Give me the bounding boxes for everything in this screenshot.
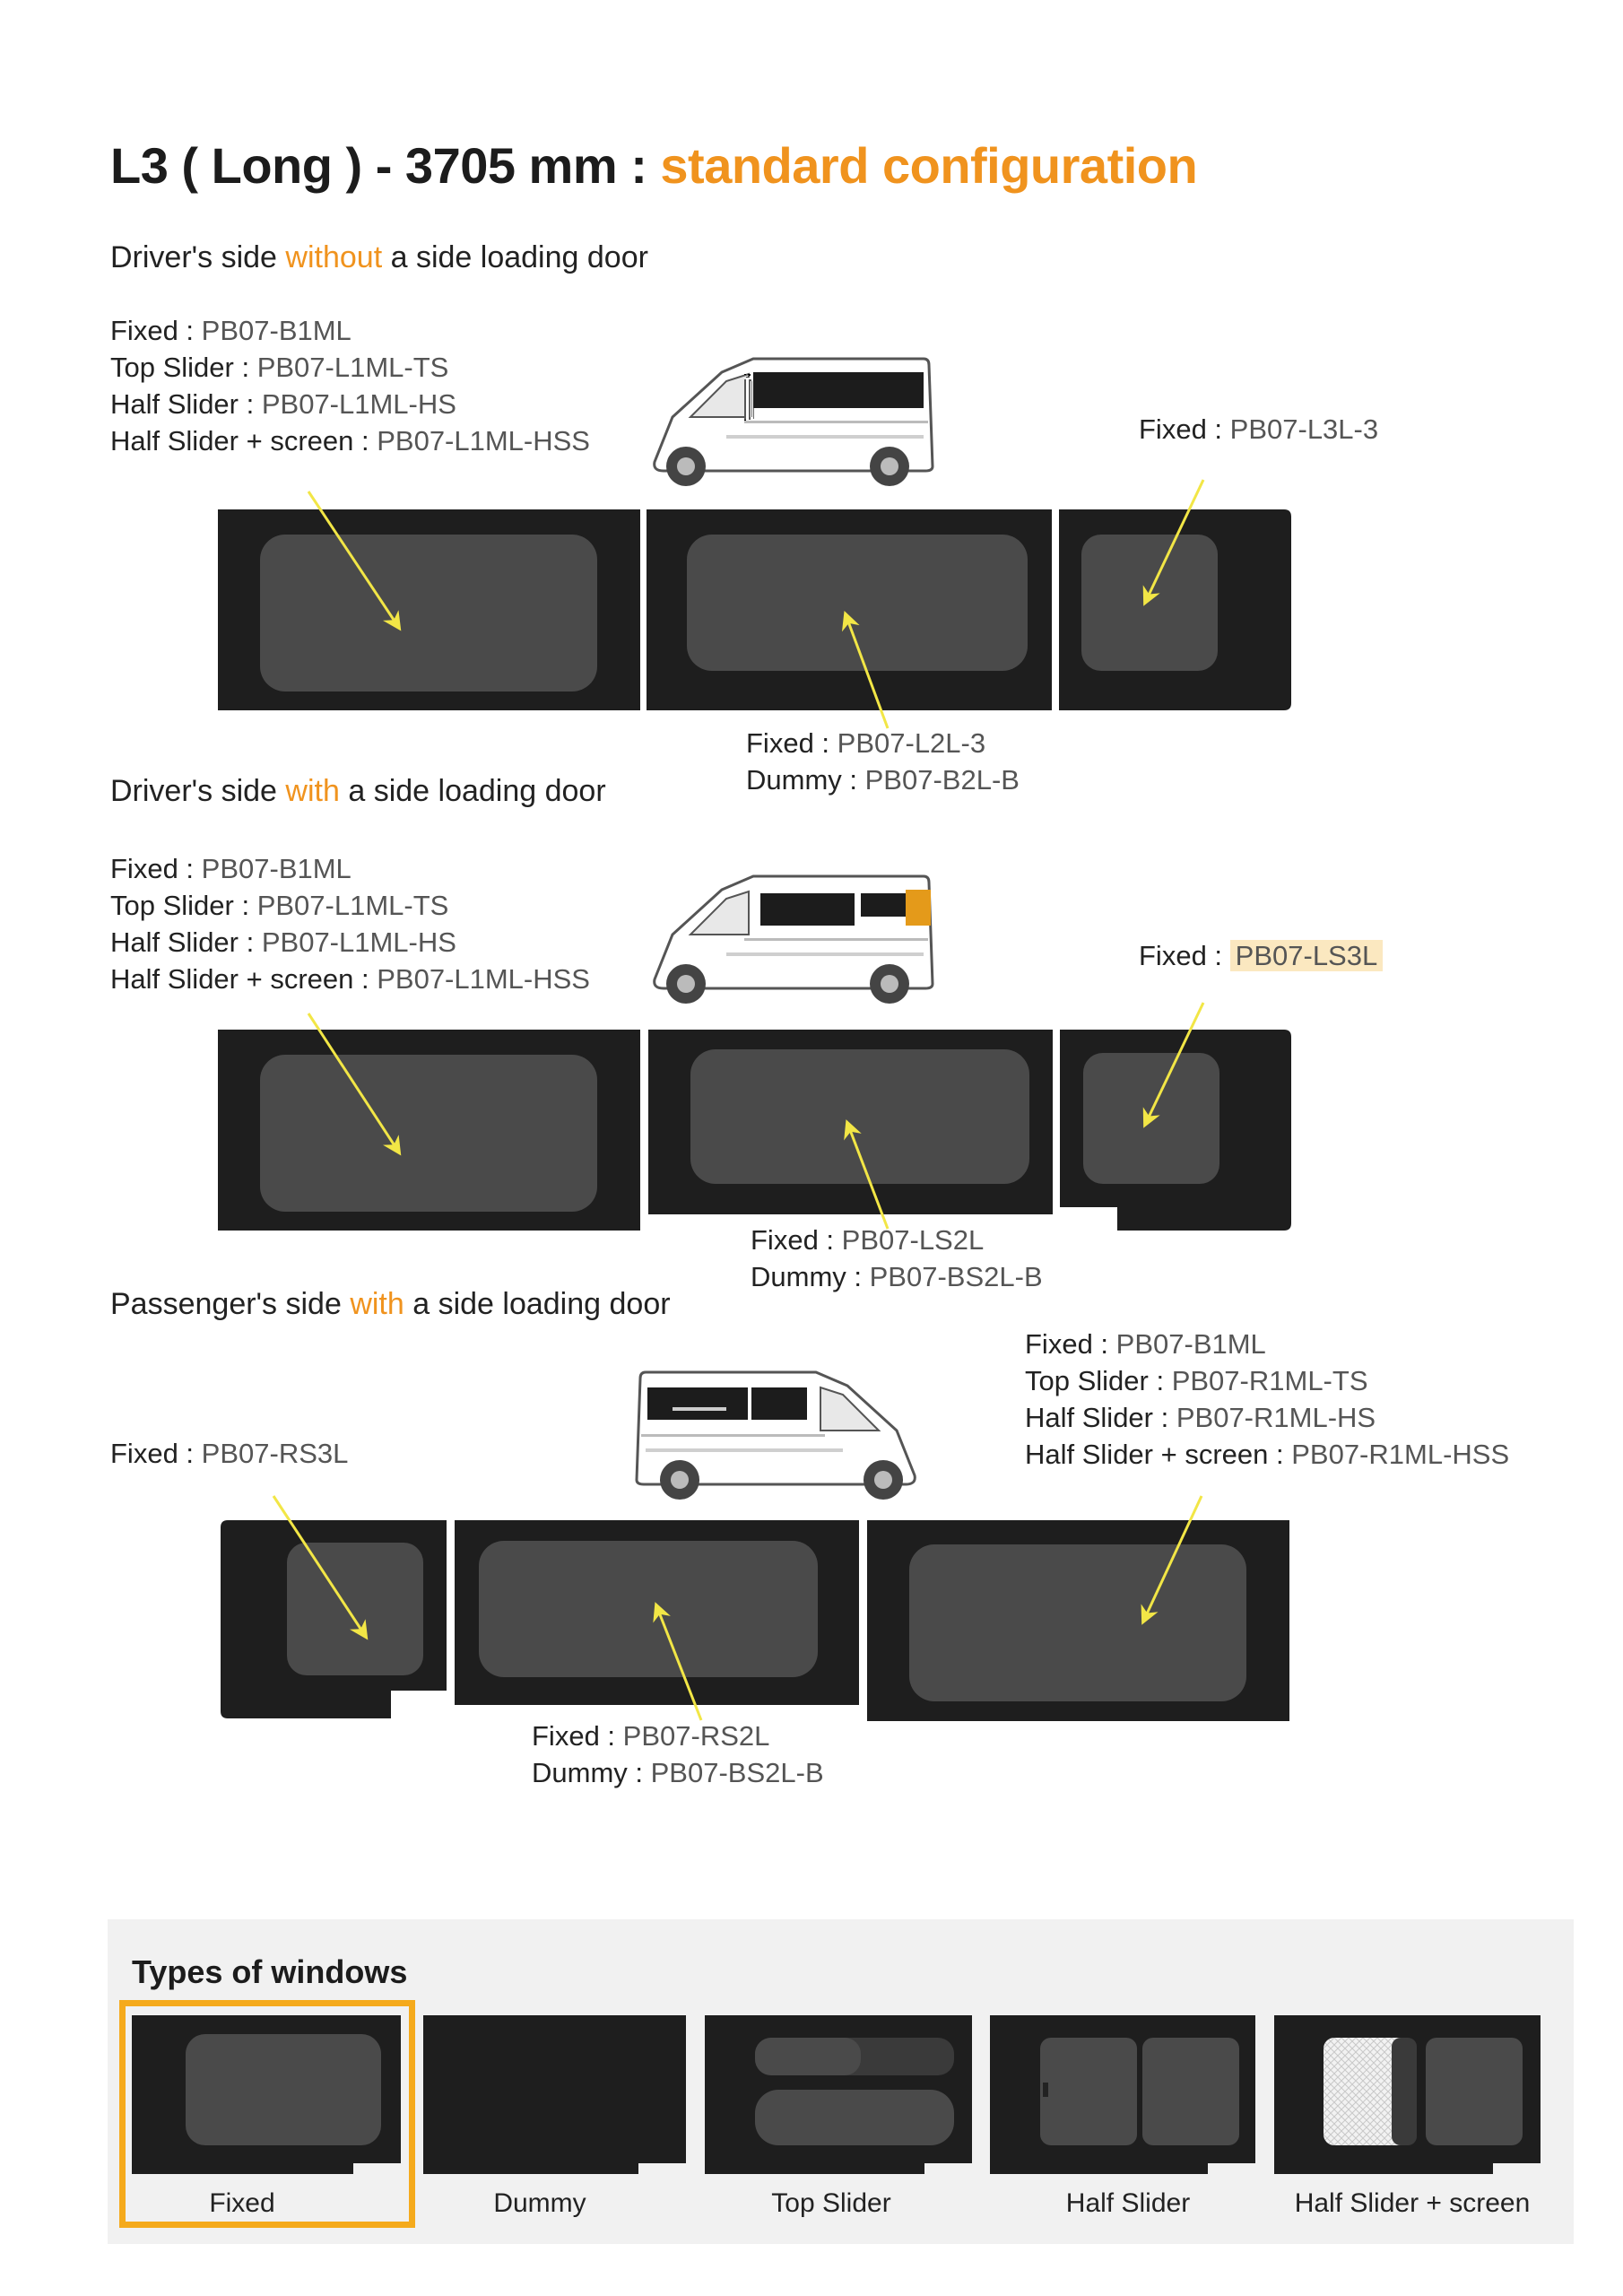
heading-highlight: with xyxy=(285,774,340,808)
label-line: Half Slider + screen : PB07-R1ML-HSS xyxy=(1025,1439,1510,1470)
panel-row-2 xyxy=(218,1030,1291,1231)
label-line: Fixed : PB07-B1ML xyxy=(110,853,352,884)
section-heading-1 xyxy=(110,240,648,275)
heading-text: a side loading door xyxy=(339,774,606,808)
type-label-half-slider[interactable]: Half Slider xyxy=(1065,2188,1191,2218)
label-group-left-1 xyxy=(110,312,590,459)
label-line: Half Slider + screen : PB07-L1ML-HSS xyxy=(110,425,590,457)
highlighted-code: PB07-LS3L xyxy=(1230,940,1384,971)
title-main: L3 ( Long ) - 3705 mm : xyxy=(110,137,661,194)
glass-middle xyxy=(687,535,1028,671)
types-title: Types of windows xyxy=(132,1953,408,1990)
type-label-top-slider[interactable]: Top Slider xyxy=(771,2188,891,2218)
section-heading-2 xyxy=(110,774,606,809)
panel-row-1 xyxy=(218,509,1291,710)
label-line: Fixed : PB07-B1ML xyxy=(110,315,352,346)
panel-row-3 xyxy=(221,1520,1289,1721)
heading-text: Passenger's side xyxy=(110,1287,351,1321)
label-group-bottom-3 xyxy=(532,1718,824,1791)
label-line: Fixed : PB07-L2L-3 xyxy=(746,727,986,759)
label-line: Top Slider : PB07-R1ML-TS xyxy=(1025,1365,1368,1396)
heading-text: a side loading door xyxy=(382,240,648,274)
section-heading-3 xyxy=(110,1287,671,1322)
heading-text: Driver's side xyxy=(110,240,286,274)
label-right-1: Fixed : PB07-L3L-3 xyxy=(1139,413,1379,445)
label-left-3: Fixed : PB07-RS3L xyxy=(110,1438,349,1469)
label-line: Half Slider + screen : PB07-L1ML-HSS xyxy=(110,963,590,995)
type-label-half-slider-screen[interactable]: Half Slider + screen xyxy=(1294,2188,1531,2218)
label-line: Half Slider : PB07-L1ML-HS xyxy=(110,926,456,958)
glass-rear xyxy=(260,535,597,691)
label-line: Fixed : PB07-RS2L xyxy=(532,1720,770,1752)
heading-text: a side loading door xyxy=(404,1287,671,1321)
page-title xyxy=(110,136,1197,195)
label-right-2: Fixed : PB07-LS3L xyxy=(1139,937,1383,974)
van-illustration-2 xyxy=(655,876,933,1004)
type-label-fixed[interactable]: Fixed xyxy=(209,2188,275,2218)
label-line: Dummy : PB07-BS2L-B xyxy=(751,1261,1043,1292)
heading-text: Driver's side xyxy=(110,774,286,808)
glass-front xyxy=(1081,535,1218,671)
label-line: Half Slider : PB07-R1ML-HS xyxy=(1025,1402,1376,1433)
type-label-dummy[interactable]: Dummy xyxy=(493,2188,586,2218)
label-line: Fixed : PB07-B1ML xyxy=(1025,1328,1266,1360)
label-group-bottom-2 xyxy=(751,1222,1043,1295)
heading-highlight: without xyxy=(285,240,383,274)
label-line: Top Slider : PB07-L1ML-TS xyxy=(110,890,449,921)
label-line: Top Slider : PB07-L1ML-TS xyxy=(110,352,449,383)
van-illustration-3 xyxy=(637,1372,915,1500)
label-line: Dummy : PB07-BS2L-B xyxy=(532,1757,824,1788)
label-line: Dummy : PB07-B2L-B xyxy=(746,764,1020,796)
label-line: Half Slider : PB07-L1ML-HS xyxy=(110,388,456,420)
label-group-left-2 xyxy=(110,850,590,997)
label-line: Fixed : PB07-LS2L xyxy=(751,1224,985,1256)
heading-highlight: with xyxy=(350,1287,404,1321)
title-highlight: standard configuration xyxy=(660,137,1198,194)
label-group-right-3 xyxy=(1025,1326,1509,1473)
label-group-bottom-1 xyxy=(746,725,1020,798)
